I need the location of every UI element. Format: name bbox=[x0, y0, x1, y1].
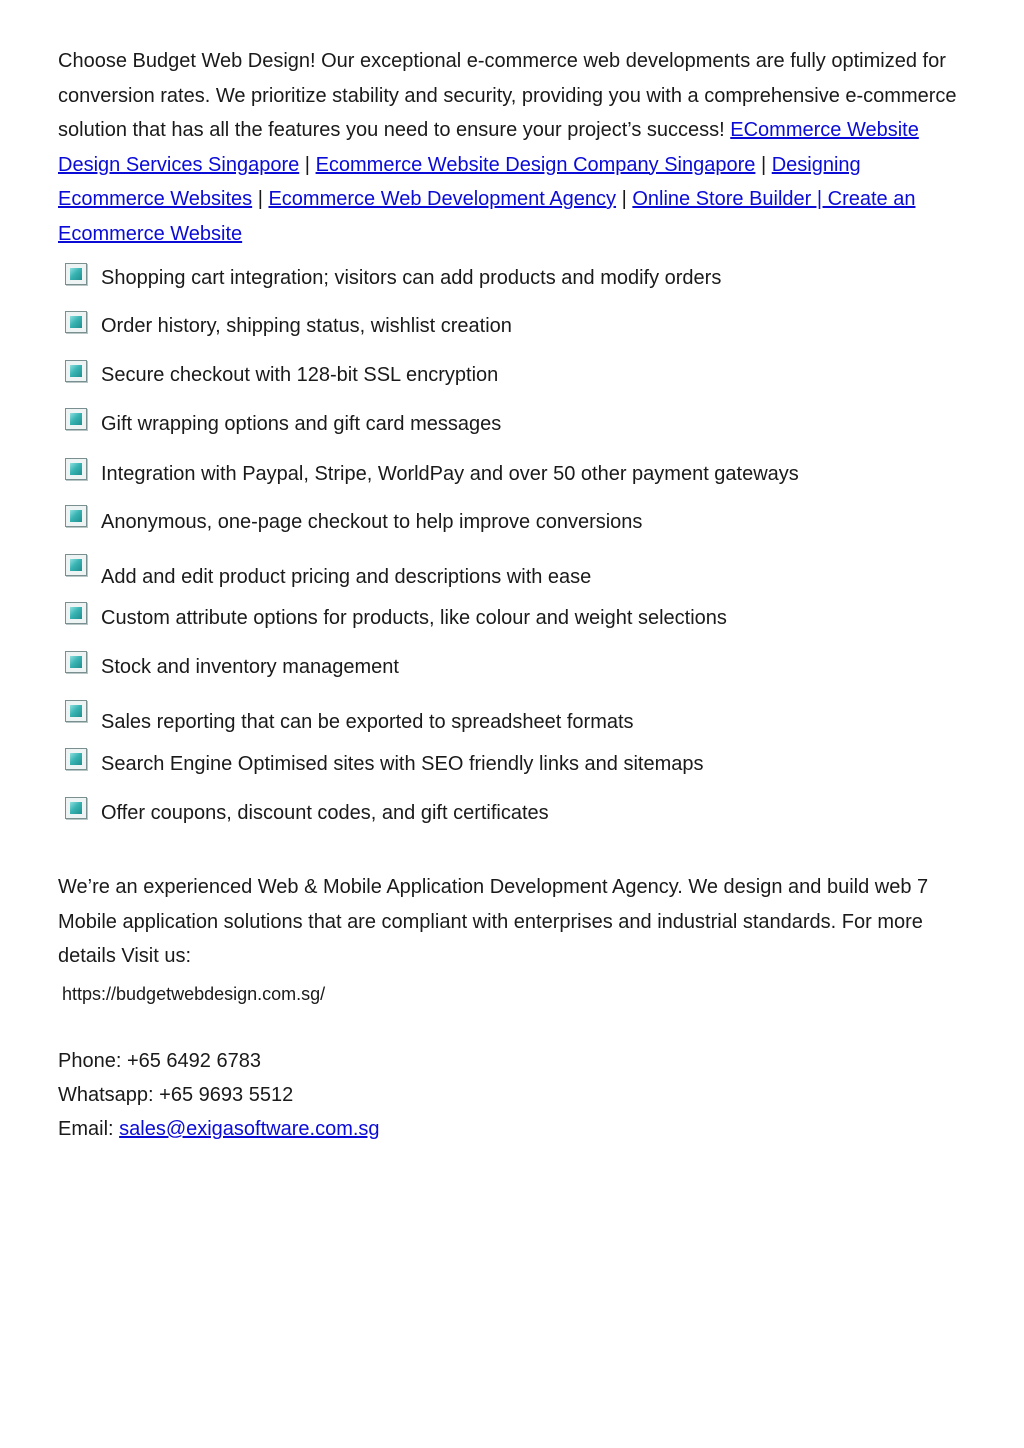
phone-number: +65 6492 6783 bbox=[126, 1050, 261, 1072]
bullet-icon bbox=[65, 360, 87, 382]
bullet-icon bbox=[65, 651, 87, 673]
website-url: https://budgetwebdesign.com.sg/ bbox=[62, 984, 326, 1004]
feature-item bbox=[0, 311, 960, 341]
feature-item bbox=[0, 602, 960, 632]
bullet-icon bbox=[65, 458, 87, 480]
link-ecommerce-design-services-singapore[interactable]: ECommerce Website Design Services Singapore bbox=[58, 119, 919, 176]
link-designing-ecommerce-websites[interactable]: Designing Ecommerce Websites bbox=[58, 153, 861, 210]
feature-text: Add and edit product pricing and descriptions with ease bbox=[101, 566, 592, 588]
link-ecommerce-web-development-agency[interactable]: Ecommerce Web Development Agency bbox=[268, 188, 617, 210]
outro-paragraph: We’re an experienced Web & Mobile Application Development Agency. We design and build web 7 Mobile application solutions that are compliant with enterprises and industrial standards. For more details Visit us: bbox=[58, 876, 929, 967]
feature-item bbox=[0, 797, 960, 827]
feature-item bbox=[0, 554, 960, 588]
intro-text: Choose Budget Web Design! Our exceptional e-commerce web developments are fully optimized for conversion rates. We prioritize stability and security, providing you with a comprehensive e-commerce solution that has all the features you need to ensure your project’s success! bbox=[58, 50, 957, 141]
bullet-icon bbox=[65, 505, 87, 527]
bullet-icon bbox=[65, 408, 87, 430]
bullet-icon bbox=[65, 797, 87, 819]
bullet-icon bbox=[65, 311, 87, 333]
bullet-icon bbox=[65, 700, 87, 722]
feature-text: Anonymous, one-page checkout to help improve conversions bbox=[101, 511, 643, 533]
feature-text: Offer coupons, discount codes, and gift certificates bbox=[101, 802, 549, 824]
feature-text: Order history, shipping status, wishlist creation bbox=[101, 315, 512, 337]
link-separator: | bbox=[299, 153, 316, 176]
feature-item bbox=[0, 263, 960, 293]
link-ecommerce-design-company-singapore[interactable]: Ecommerce Website Design Company Singapore bbox=[315, 153, 756, 176]
feature-item bbox=[0, 360, 960, 390]
link-separator: | bbox=[252, 188, 269, 210]
feature-text: Shopping cart integration; visitors can add products and modify orders bbox=[101, 267, 722, 289]
link-separator: | bbox=[616, 188, 633, 210]
bullet-icon bbox=[65, 602, 87, 624]
feature-item bbox=[0, 748, 960, 778]
feature-text: Search Engine Optimised sites with SEO friendly links and sitemaps bbox=[101, 753, 704, 775]
feature-item bbox=[0, 458, 960, 488]
contact-block bbox=[58, 1044, 380, 1146]
feature-text: Gift wrapping options and gift card messages bbox=[101, 413, 502, 435]
feature-text: Sales reporting that can be exported to spreadsheet formats bbox=[101, 711, 634, 733]
feature-item bbox=[0, 505, 960, 535]
bullet-icon bbox=[65, 748, 87, 770]
email-link[interactable]: sales@exigasoftware.com.sg bbox=[119, 1118, 380, 1140]
whatsapp-label: Whatsapp: bbox=[58, 1084, 160, 1106]
feature-text: Secure checkout with 128-bit SSL encryption bbox=[101, 364, 499, 386]
feature-text: Integration with Paypal, Stripe, WorldPay and over 50 other payment gateways bbox=[101, 463, 799, 485]
link-separator: | bbox=[755, 153, 772, 176]
feature-item bbox=[0, 651, 960, 681]
feature-item bbox=[0, 700, 960, 733]
link-online-store-builder[interactable]: Online Store Builder | Create an Ecommerce Website bbox=[58, 188, 916, 245]
intro-paragraph bbox=[58, 44, 958, 251]
phone-label: Phone: bbox=[58, 1050, 127, 1072]
email-label: Email: bbox=[58, 1118, 120, 1140]
feature-text: Stock and inventory management bbox=[101, 656, 399, 678]
bullet-icon bbox=[65, 554, 87, 576]
whatsapp-number: +65 9693 5512 bbox=[159, 1084, 294, 1106]
bullet-icon bbox=[65, 263, 87, 285]
feature-text: Custom attribute options for products, like colour and weight selections bbox=[101, 607, 727, 629]
feature-item bbox=[0, 408, 960, 438]
